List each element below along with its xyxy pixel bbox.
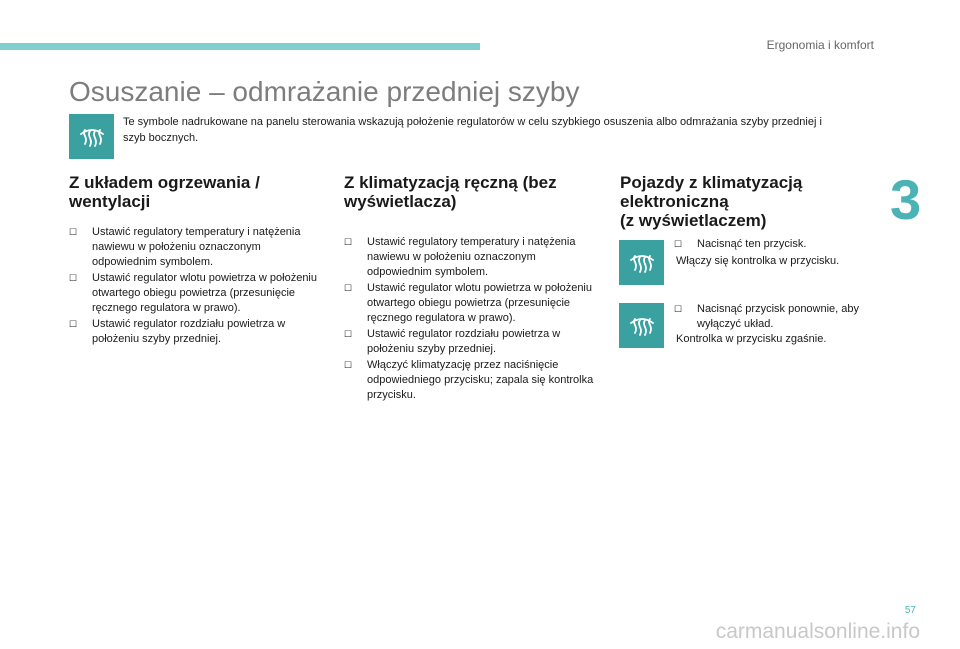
list-item: ☐ Włączyć klimatyzację przez naciśnięcie odpowiedniego przycisku; zapala się kontrolka przycisku. (344, 358, 599, 403)
list-item: ☐ Ustawić regulator wlotu powietrza w położeniu otwartego obiegu powietrza (przesunięcie ręcznego regulatora w prawo). (344, 281, 599, 326)
step-note: Kontrolka w przycisku zgaśnie. (676, 333, 827, 345)
column-heading (344, 173, 604, 211)
list-item: ☐ Ustawić regulator rozdziału powietrza w położeniu szyby przedniej. (344, 327, 599, 357)
column-heading (69, 173, 329, 211)
heading-line: wentylacji (69, 192, 151, 211)
heading-line: elektroniczną (620, 192, 729, 211)
section-header: Ergonomia i komfort (766, 38, 874, 52)
heading-line: (z wyświetlaczem) (620, 211, 767, 230)
list-item: ☐ Ustawić regulatory temperatury i natężenia nawiewu w położeniu oznaczonym odpowiednim symbolem. (69, 225, 324, 270)
list-item: ☐ Ustawić regulatory temperatury i natężenia nawiewu w położeniu oznaczonym odpowiednim symbolem. (344, 235, 599, 280)
heading-line: Z klimatyzacją ręczną (bez (344, 173, 557, 192)
step-list (344, 235, 599, 403)
column-heading (620, 173, 870, 230)
heading-line: Pojazdy z klimatyzacją (620, 173, 803, 192)
step-list (674, 237, 864, 253)
front-defrost-icon (69, 114, 114, 159)
page-title: Osuszanie – odmrażanie przedniej szyby (69, 76, 580, 107)
list-item: ☐ Ustawić regulator rozdziału powietrza w położeniu szyby przedniej. (69, 317, 324, 347)
page-number: 57 (904, 605, 916, 616)
front-defrost-icon (619, 240, 664, 285)
chapter-number: 3 (890, 168, 922, 231)
step-note: Włączy się kontrolka w przycisku. (676, 255, 840, 267)
header-bar (0, 43, 480, 50)
heading-line: Z układem ogrzewania / (69, 173, 260, 192)
step-list (69, 225, 324, 347)
column-manual-ac (344, 173, 604, 404)
watermark: carmanualsonline.info (715, 620, 920, 643)
column-electronic-ac (620, 173, 870, 230)
front-defrost-icon (619, 303, 664, 348)
list-item: ☐ Nacisnąć ten przycisk. (674, 237, 864, 252)
list-item: ☐ Nacisnąć przycisk ponownie, aby wyłączyć układ. (674, 302, 864, 332)
step-list (674, 302, 864, 333)
intro-text: Te symbole nadrukowane na panelu sterowania wskazują położenie regulatorów w celu szybkiego osuszenia albo odmrażania szyby przedniej i szyb bocznych. (123, 116, 822, 144)
column-heating (69, 173, 329, 348)
list-item: ☐ Ustawić regulator wlotu powietrza w położeniu otwartego obiegu powietrza (przesunięcie ręcznego regulatora w prawo). (69, 271, 324, 316)
heading-line: wyświetlacza) (344, 192, 457, 211)
